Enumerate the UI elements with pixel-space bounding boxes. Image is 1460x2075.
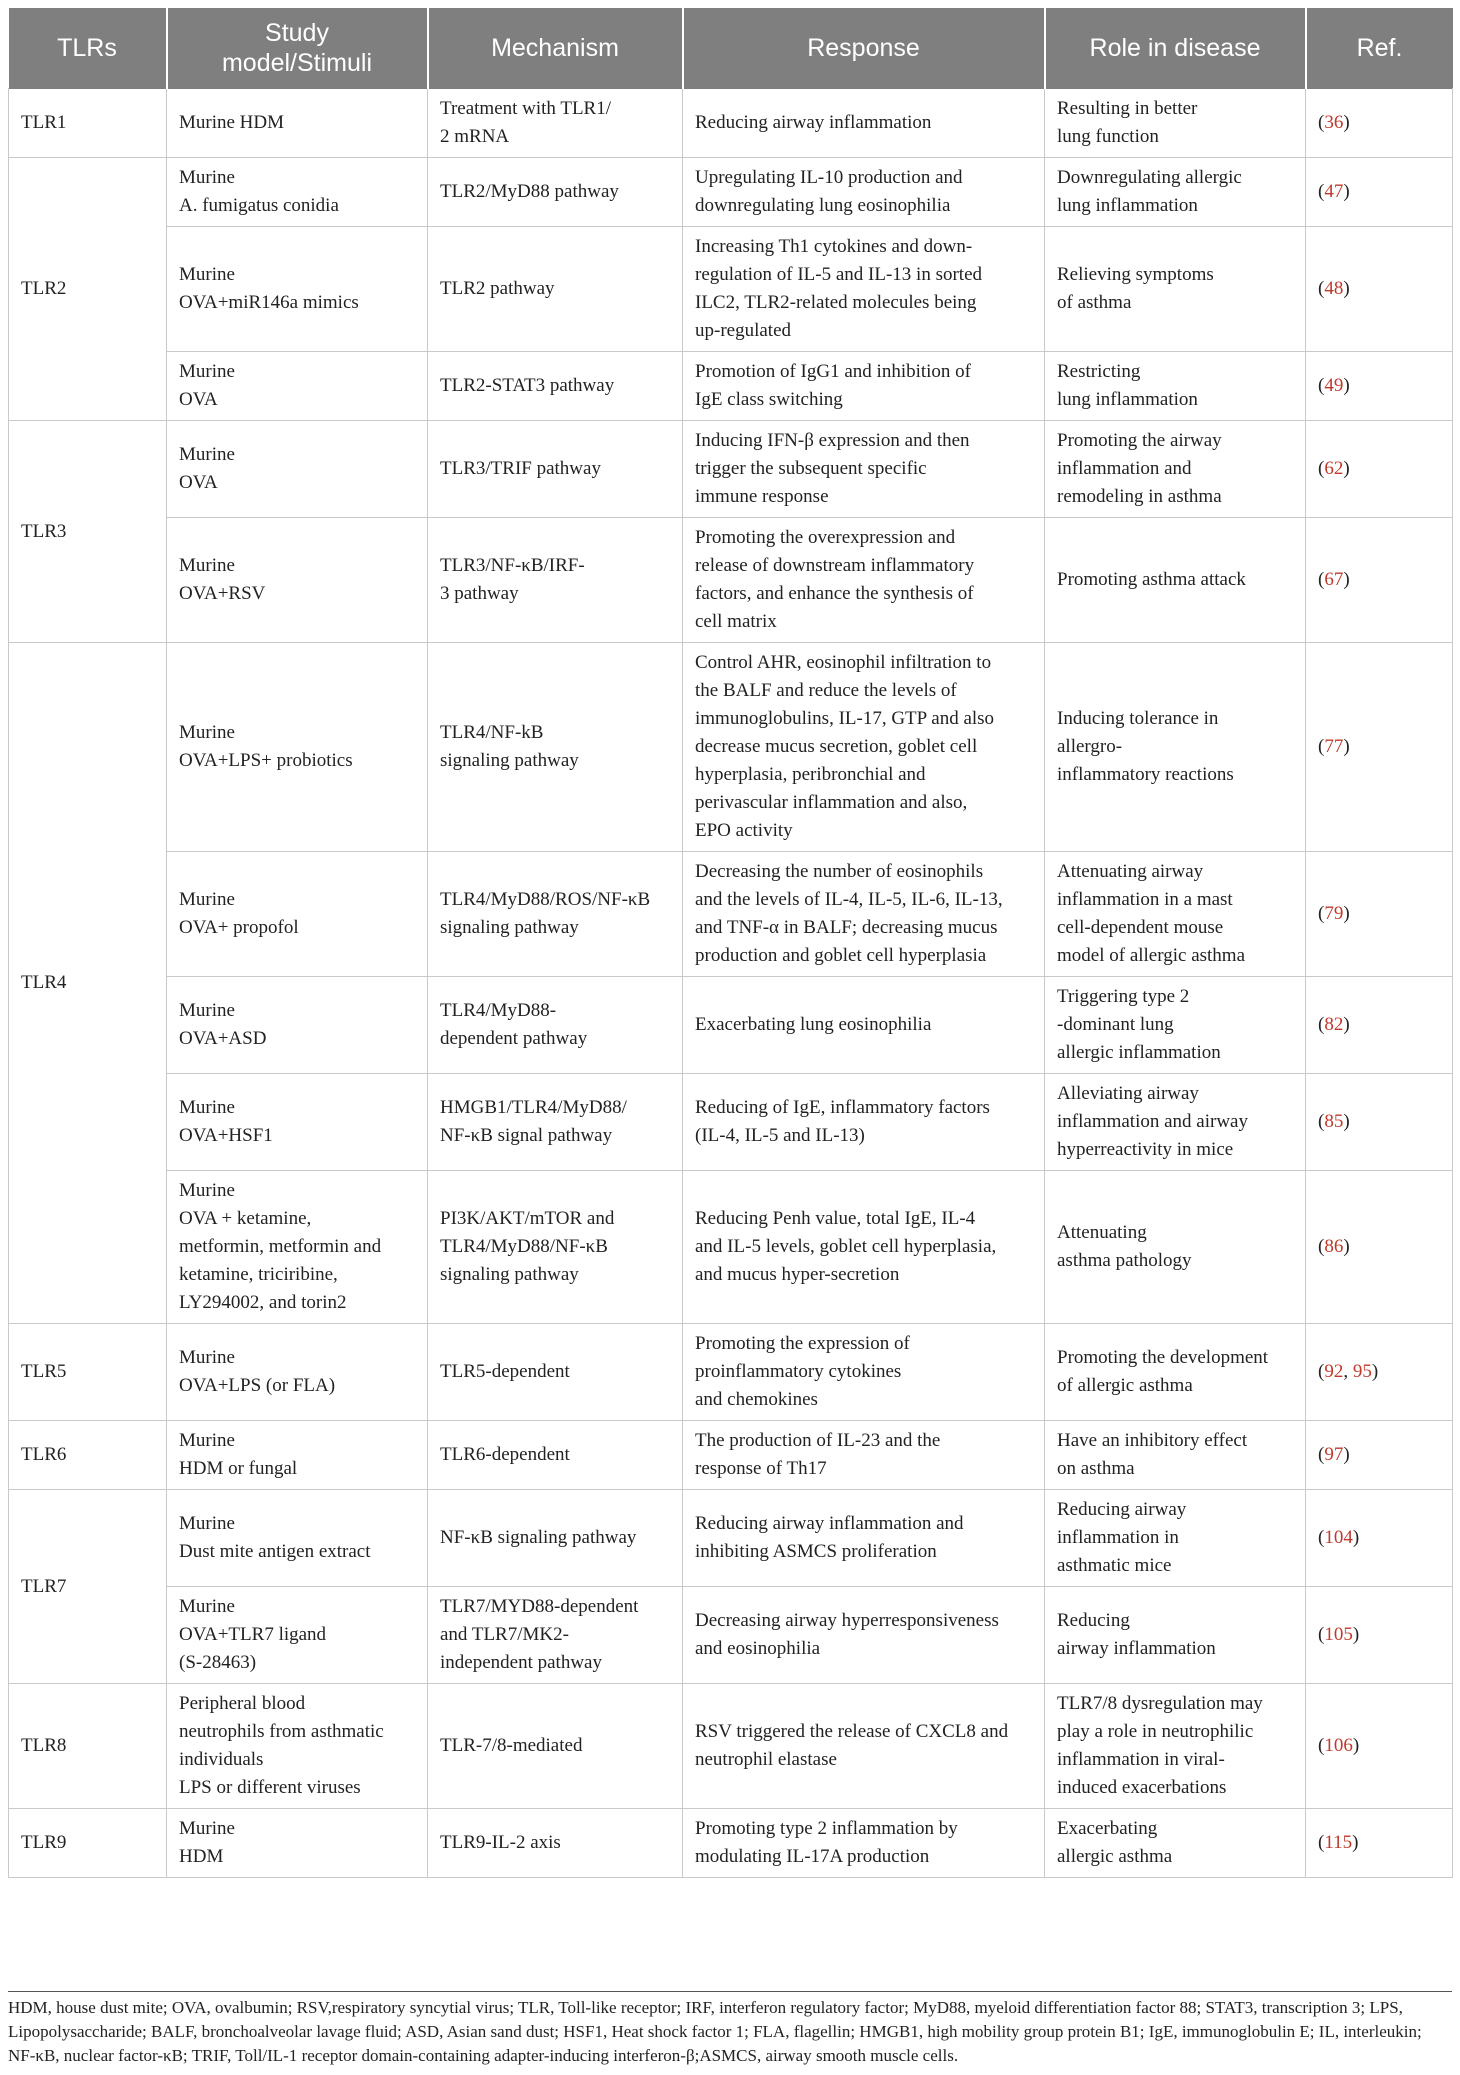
model-cell-line: OVA+HSF1 xyxy=(179,1125,273,1146)
model-cell xyxy=(167,1171,428,1324)
response-cell-line: and the levels of IL-4, IL-5, IL-6, IL-13, xyxy=(695,889,1003,910)
role-cell-line: TLR7/8 dysregulation may xyxy=(1057,1693,1263,1714)
header-ref: Ref. xyxy=(1306,8,1453,89)
model-cell-line: Murine HDM xyxy=(179,112,285,133)
response-cell-line: downregulating lung eosinophilia xyxy=(695,195,951,216)
ref-cell: (115) xyxy=(1306,1809,1453,1878)
role-cell xyxy=(1045,1490,1306,1587)
response-cell xyxy=(683,227,1045,352)
reference-link[interactable]: 79 xyxy=(1324,903,1344,924)
mechanism-cell-line: 3 pathway xyxy=(440,583,519,604)
response-cell-line: Exacerbating lung eosinophilia xyxy=(695,1014,932,1035)
response-cell xyxy=(683,1421,1045,1490)
response-cell-line: Decreasing airway hyperresponsiveness xyxy=(695,1610,999,1631)
mechanism-cell xyxy=(428,1587,683,1684)
role-cell-line: of allergic asthma xyxy=(1057,1375,1193,1396)
model-cell xyxy=(167,518,428,643)
mechanism-cell-line: TLR2 pathway xyxy=(440,278,555,299)
model-cell-line: OVA + ketamine, xyxy=(179,1208,312,1229)
mechanism-cell xyxy=(428,1684,683,1809)
role-cell xyxy=(1045,1324,1306,1421)
response-cell-line: regulation of IL-5 and IL-13 in sorted xyxy=(695,264,983,285)
mechanism-cell xyxy=(428,1171,683,1324)
ref-cell: (92, 95) xyxy=(1306,1324,1453,1421)
response-cell xyxy=(683,643,1045,852)
role-cell-line: asthma pathology xyxy=(1057,1250,1192,1271)
role-cell xyxy=(1045,89,1306,158)
ref-cell: (48) xyxy=(1306,227,1453,352)
model-cell-line: Murine xyxy=(179,1596,235,1617)
table-row xyxy=(9,89,1453,158)
mechanism-cell xyxy=(428,352,683,421)
model-cell-line: A. fumigatus conidia xyxy=(179,195,339,216)
mechanism-cell-line: NF-κB signal pathway xyxy=(440,1125,613,1146)
mechanism-cell-line: TLR4/MyD88/ROS/NF-κB xyxy=(440,889,651,910)
model-cell xyxy=(167,1324,428,1421)
mechanism-cell xyxy=(428,1809,683,1878)
response-cell xyxy=(683,518,1045,643)
model-cell-line: Peripheral blood xyxy=(179,1693,306,1714)
response-cell-line: up-regulated xyxy=(695,320,792,341)
response-cell-line: Inducing IFN-β expression and then xyxy=(695,430,970,451)
mechanism-cell-line: TLR3/TRIF pathway xyxy=(440,458,601,479)
response-cell-line: neutrophil elastase xyxy=(695,1749,837,1770)
model-cell-line: individuals xyxy=(179,1749,264,1770)
mechanism-cell xyxy=(428,421,683,518)
model-cell-line: Murine xyxy=(179,1430,235,1451)
response-cell-line: trigger the subsequent specific xyxy=(695,458,927,479)
model-cell xyxy=(167,352,428,421)
header-row xyxy=(9,8,1453,89)
mechanism-cell-line: TLR2-STAT3 pathway xyxy=(440,375,615,396)
model-cell-line: OVA xyxy=(179,389,218,410)
header-study-model xyxy=(167,8,428,89)
header-response: Response xyxy=(683,8,1045,89)
reference-link[interactable]: 105 xyxy=(1324,1624,1353,1645)
role-cell xyxy=(1045,1684,1306,1809)
role-cell-line: -dominant lung xyxy=(1057,1014,1174,1035)
response-cell xyxy=(683,1074,1045,1171)
mechanism-cell-line: and TLR7/MK2- xyxy=(440,1624,569,1645)
mechanism-cell-line: NF-κB signaling pathway xyxy=(440,1527,637,1548)
model-cell-line: ketamine, triciribine, xyxy=(179,1264,338,1285)
table-row xyxy=(9,852,1453,977)
role-cell-line: Promoting asthma attack xyxy=(1057,569,1246,590)
role-cell xyxy=(1045,352,1306,421)
reference-link[interactable]: 85 xyxy=(1324,1111,1344,1132)
role-cell xyxy=(1045,158,1306,227)
ref-cell: (106) xyxy=(1306,1684,1453,1809)
mechanism-cell-line: TLR6-dependent xyxy=(440,1444,570,1465)
mechanism-cell-line: dependent pathway xyxy=(440,1028,588,1049)
table-row xyxy=(9,421,1453,518)
table-row xyxy=(9,1490,1453,1587)
ref-cell: (47) xyxy=(1306,158,1453,227)
model-cell-line: LPS or different viruses xyxy=(179,1777,361,1798)
table-row xyxy=(9,977,1453,1074)
response-cell-line: proinflammatory cytokines xyxy=(695,1361,902,1382)
reference-link[interactable]: 67 xyxy=(1324,569,1344,590)
mechanism-cell xyxy=(428,1490,683,1587)
mechanism-cell xyxy=(428,1074,683,1171)
role-cell-line: cell-dependent mouse xyxy=(1057,917,1224,938)
model-cell-line: Murine xyxy=(179,444,235,465)
role-cell-line: Downregulating allergic xyxy=(1057,167,1242,188)
mechanism-cell-line: PI3K/AKT/mTOR and xyxy=(440,1208,615,1229)
table-row xyxy=(9,1684,1453,1809)
model-cell-line: LY294002, and torin2 xyxy=(179,1292,347,1313)
header-mechanism: Mechanism xyxy=(428,8,683,89)
role-cell xyxy=(1045,643,1306,852)
header-study-model-line2: model/Stimuli xyxy=(221,49,373,77)
role-cell xyxy=(1045,977,1306,1074)
response-cell-line: Reducing airway inflammation and xyxy=(695,1513,964,1534)
mechanism-cell xyxy=(428,977,683,1074)
ref-cell: (104) xyxy=(1306,1490,1453,1587)
mechanism-cell xyxy=(428,227,683,352)
mechanism-cell-line: signaling pathway xyxy=(440,917,579,938)
model-cell-line: Murine xyxy=(179,1347,235,1368)
response-cell xyxy=(683,1587,1045,1684)
role-cell-line: inflammation in viral- xyxy=(1057,1749,1225,1770)
role-cell-line: remodeling in asthma xyxy=(1057,486,1222,507)
response-cell xyxy=(683,1171,1045,1324)
response-cell-line: factors, and enhance the synthesis of xyxy=(695,583,974,604)
ref-cell: (82) xyxy=(1306,977,1453,1074)
model-cell-line: Murine xyxy=(179,1180,235,1201)
response-cell xyxy=(683,421,1045,518)
response-cell xyxy=(683,352,1045,421)
mechanism-cell-line: TLR2/MyD88 pathway xyxy=(440,181,619,202)
response-cell-line: response of Th17 xyxy=(695,1458,827,1479)
table-row xyxy=(9,518,1453,643)
mechanism-cell-line: TLR5-dependent xyxy=(440,1361,570,1382)
table-row xyxy=(9,227,1453,352)
model-cell-line: (S-28463) xyxy=(179,1652,257,1673)
mechanism-cell-line: TLR4/NF-kB xyxy=(440,722,544,743)
mechanism-cell xyxy=(428,518,683,643)
response-cell-line: (IL-4, IL-5 and IL-13) xyxy=(695,1125,865,1146)
reference-link[interactable]: 49 xyxy=(1324,375,1344,396)
model-cell-line: Dust mite antigen extract xyxy=(179,1541,371,1562)
response-cell-line: inhibiting ASMCS proliferation xyxy=(695,1541,937,1562)
role-cell-line: Promoting the development xyxy=(1057,1347,1269,1368)
role-cell-line: play a role in neutrophilic xyxy=(1057,1721,1254,1742)
model-cell-line: OVA+miR146a mimics xyxy=(179,292,359,313)
mechanism-cell-line: signaling pathway xyxy=(440,1264,579,1285)
model-cell-line: Murine xyxy=(179,722,235,743)
response-cell xyxy=(683,977,1045,1074)
role-cell-line: Reducing xyxy=(1057,1610,1130,1631)
header-study-model-line1: Study xyxy=(265,19,329,47)
role-cell-line: lung inflammation xyxy=(1057,195,1198,216)
model-cell xyxy=(167,1490,428,1587)
reference-link[interactable]: 106 xyxy=(1324,1735,1353,1756)
tlr-cell: TLR8 xyxy=(9,1684,167,1809)
model-cell xyxy=(167,977,428,1074)
reference-link[interactable]: 82 xyxy=(1324,1014,1344,1035)
role-cell-line: lung inflammation xyxy=(1057,389,1198,410)
tlr-cell: TLR2 xyxy=(9,158,167,421)
model-cell-line: OVA+LPS+ probiotics xyxy=(179,750,353,771)
role-cell-line: Triggering type 2 xyxy=(1057,986,1190,1007)
mechanism-cell-line: TLR4/MyD88- xyxy=(440,1000,557,1021)
role-cell-line: Resulting in better xyxy=(1057,98,1198,119)
mechanism-cell-line: TLR3/NF-κB/IRF- xyxy=(440,555,585,576)
role-cell-line: Inducing tolerance in xyxy=(1057,708,1219,729)
reference-link[interactable]: 97 xyxy=(1324,1444,1344,1465)
response-cell-line: perivascular inflammation and also, xyxy=(695,792,968,813)
table-row xyxy=(9,1809,1453,1878)
response-cell-line: cell matrix xyxy=(695,611,777,632)
response-cell-line: the BALF and reduce the levels of xyxy=(695,680,957,701)
table-row xyxy=(9,158,1453,227)
role-cell-line: inflammation and xyxy=(1057,458,1192,479)
ref-cell: (36) xyxy=(1306,89,1453,158)
table-body xyxy=(9,89,1453,1878)
model-cell-line: HDM or fungal xyxy=(179,1458,298,1479)
role-cell xyxy=(1045,852,1306,977)
response-cell-line: immune response xyxy=(695,486,829,507)
response-cell-line: Reducing Penh value, total IgE, IL-4 xyxy=(695,1208,976,1229)
role-cell-line: inflammation in xyxy=(1057,1527,1179,1548)
table-row xyxy=(9,643,1453,852)
response-cell-line: Promoting the expression of xyxy=(695,1333,910,1354)
reference-link[interactable]: 47 xyxy=(1324,181,1344,202)
role-cell-line: of asthma xyxy=(1057,292,1132,313)
role-cell-line: inflammation and airway xyxy=(1057,1111,1248,1132)
mechanism-cell-line: Treatment with TLR1/ xyxy=(440,98,611,119)
role-cell-line: lung function xyxy=(1057,126,1159,147)
model-cell-line: Murine xyxy=(179,889,235,910)
model-cell xyxy=(167,158,428,227)
mechanism-cell-line: TLR-7/8-mediated xyxy=(440,1735,583,1756)
response-cell-line: release of downstream inflammatory xyxy=(695,555,975,576)
role-cell xyxy=(1045,1074,1306,1171)
model-cell xyxy=(167,1421,428,1490)
response-cell-line: modulating IL-17A production xyxy=(695,1846,930,1867)
response-cell-line: Reducing of IgE, inflammatory factors xyxy=(695,1097,990,1118)
reference-link[interactable]: 77 xyxy=(1324,736,1344,757)
role-cell-line: Exacerbating xyxy=(1057,1818,1158,1839)
role-cell-line: model of allergic asthma xyxy=(1057,945,1246,966)
role-cell-line: Have an inhibitory effect xyxy=(1057,1430,1248,1451)
model-cell xyxy=(167,643,428,852)
response-cell-line: and eosinophilia xyxy=(695,1638,821,1659)
response-cell xyxy=(683,89,1045,158)
reference-link[interactable]: 86 xyxy=(1324,1236,1344,1257)
response-cell xyxy=(683,1490,1045,1587)
role-cell-line: Alleviating airway xyxy=(1057,1083,1199,1104)
role-cell-line: Relieving symptoms xyxy=(1057,264,1214,285)
model-cell-line: Murine xyxy=(179,1097,235,1118)
response-cell-line: decrease mucus secretion, goblet cell xyxy=(695,736,978,757)
model-cell-line: Murine xyxy=(179,167,235,188)
role-cell-line: asthmatic mice xyxy=(1057,1555,1172,1576)
response-cell-line: production and goblet cell hyperplasia xyxy=(695,945,987,966)
model-cell-line: HDM xyxy=(179,1846,224,1867)
response-cell-line: The production of IL-23 and the xyxy=(695,1430,941,1451)
reference-link[interactable]: 36 xyxy=(1324,112,1344,133)
role-cell xyxy=(1045,1587,1306,1684)
model-cell xyxy=(167,852,428,977)
model-cell-line: OVA+TLR7 ligand xyxy=(179,1624,327,1645)
response-cell xyxy=(683,852,1045,977)
header-tlrs: TLRs xyxy=(9,8,167,89)
mechanism-cell xyxy=(428,852,683,977)
table-row xyxy=(9,1074,1453,1171)
response-cell xyxy=(683,158,1045,227)
response-cell xyxy=(683,1809,1045,1878)
reference-link[interactable]: 48 xyxy=(1324,278,1344,299)
role-cell-line: Reducing airway xyxy=(1057,1499,1187,1520)
role-cell-line: on asthma xyxy=(1057,1458,1135,1479)
tlr-cell: TLR5 xyxy=(9,1324,167,1421)
model-cell xyxy=(167,421,428,518)
ref-cell: (67) xyxy=(1306,518,1453,643)
model-cell xyxy=(167,1587,428,1684)
table-row xyxy=(9,352,1453,421)
mechanism-cell xyxy=(428,1421,683,1490)
mechanism-cell-line: signaling pathway xyxy=(440,750,579,771)
role-cell-line: allergic asthma xyxy=(1057,1846,1173,1867)
response-cell-line: and IL-5 levels, goblet cell hyperplasia, xyxy=(695,1236,997,1257)
response-cell-line: and TNF-α in BALF; decreasing mucus xyxy=(695,917,998,938)
role-cell xyxy=(1045,421,1306,518)
response-cell-line: and mucus hyper-secretion xyxy=(695,1264,900,1285)
ref-cell: (77) xyxy=(1306,643,1453,852)
role-cell-line: allergro- xyxy=(1057,736,1123,757)
role-cell xyxy=(1045,518,1306,643)
role-cell-line: Attenuating xyxy=(1057,1222,1147,1243)
ref-cell: (105) xyxy=(1306,1587,1453,1684)
role-cell-line: inflammation in a mast xyxy=(1057,889,1233,910)
model-cell-line: OVA+LPS (or FLA) xyxy=(179,1375,336,1396)
model-cell xyxy=(167,1809,428,1878)
model-cell-line: Murine xyxy=(179,555,235,576)
response-cell-line: Control AHR, eosinophil infiltration to xyxy=(695,652,992,673)
response-cell-line: Promotion of IgG1 and inhibition of xyxy=(695,361,972,382)
ref-cell: (97) xyxy=(1306,1421,1453,1490)
table-footnote: HDM, house dust mite; OVA, ovalbumin; RSV,respiratory syncytial virus; TLR, Toll-like receptor; IRF, interferon regulatory factor; MyD88, myeloid differentiation factor 88; STAT3, transcription 3; LPS, Lipopolysaccharide; BALF, bronchoalveolar lavage fluid; ASD, Asian sand dust; HSF1, Heat shock factor 1; FLA, flagellin; HMGB1, high mobility group protein B1; IgE, immunoglobulin E; IL, interleukin; NF-κB, nuclear factor-κB; TRIF, Toll/IL-1 receptor domain-containing adapter-inducing interferon-β;ASMCS, airway smooth muscle cells. xyxy=(8,1991,1452,2068)
mechanism-cell-line: TLR9-IL-2 axis xyxy=(440,1832,561,1853)
response-cell-line: Decreasing the number of eosinophils xyxy=(695,861,984,882)
role-cell xyxy=(1045,1171,1306,1324)
reference-link[interactable]: 62 xyxy=(1324,458,1344,479)
model-cell-line: Murine xyxy=(179,1818,235,1839)
tlr-cell: TLR1 xyxy=(9,89,167,158)
model-cell xyxy=(167,227,428,352)
response-cell-line: Promoting the overexpression and xyxy=(695,527,956,548)
role-cell-line: allergic inflammation xyxy=(1057,1042,1221,1063)
mechanism-cell xyxy=(428,158,683,227)
response-cell-line: hyperplasia, peribronchial and xyxy=(695,764,926,785)
ref-cell: (49) xyxy=(1306,352,1453,421)
ref-cell: (62) xyxy=(1306,421,1453,518)
model-cell-line: neutrophils from asthmatic xyxy=(179,1721,384,1742)
mechanism-cell xyxy=(428,1324,683,1421)
role-cell-line: inflammatory reactions xyxy=(1057,764,1234,785)
table-row xyxy=(9,1421,1453,1490)
table-header xyxy=(9,8,1453,89)
tlr-cell: TLR7 xyxy=(9,1490,167,1684)
response-cell-line: Promoting type 2 inflammation by xyxy=(695,1818,958,1839)
model-cell xyxy=(167,1684,428,1809)
table-row xyxy=(9,1587,1453,1684)
mechanism-cell-line: 2 mRNA xyxy=(440,126,510,147)
role-cell-line: airway inflammation xyxy=(1057,1638,1216,1659)
mechanism-cell-line: HMGB1/TLR4/MyD88/ xyxy=(440,1097,627,1118)
response-cell-line: ILC2, TLR2-related molecules being xyxy=(695,292,977,313)
model-cell-line: OVA+RSV xyxy=(179,583,266,604)
response-cell-line: Reducing airway inflammation xyxy=(695,112,932,133)
mechanism-cell-line: independent pathway xyxy=(440,1652,602,1673)
mechanism-cell xyxy=(428,643,683,852)
response-cell xyxy=(683,1324,1045,1421)
response-cell-line: immunoglobulins, IL-17, GTP and also xyxy=(695,708,995,729)
tlr-cell: TLR6 xyxy=(9,1421,167,1490)
model-cell-line: OVA+ propofol xyxy=(179,917,299,938)
reference-link[interactable]: 92 xyxy=(1324,1361,1344,1382)
table-row xyxy=(9,1324,1453,1421)
mechanism-cell xyxy=(428,89,683,158)
role-cell-line: Promoting the airway xyxy=(1057,430,1222,451)
role-cell xyxy=(1045,1809,1306,1878)
response-cell-line: and chemokines xyxy=(695,1389,818,1410)
response-cell-line: EPO activity xyxy=(695,820,793,841)
role-cell-line: Attenuating airway xyxy=(1057,861,1204,882)
mechanism-cell-line: TLR4/MyD88/NF-κB xyxy=(440,1236,608,1257)
tlr-cell: TLR9 xyxy=(9,1809,167,1878)
response-cell-line: IgE class switching xyxy=(695,389,843,410)
header-role-in-disease: Role in disease xyxy=(1045,8,1306,89)
mechanism-cell-line: TLR7/MYD88-dependent xyxy=(440,1596,639,1617)
response-cell-line: Upregulating IL-10 production and xyxy=(695,167,963,188)
role-cell-line: hyperreactivity in mice xyxy=(1057,1139,1234,1160)
role-cell xyxy=(1045,1421,1306,1490)
model-cell-line: Murine xyxy=(179,1513,235,1534)
role-cell xyxy=(1045,227,1306,352)
tlr-cell: TLR4 xyxy=(9,643,167,1324)
table-row xyxy=(9,1171,1453,1324)
model-cell-line: Murine xyxy=(179,1000,235,1021)
tlr-asthma-table xyxy=(8,8,1453,1878)
model-cell-line: OVA+ASD xyxy=(179,1028,267,1049)
role-cell-line: induced exacerbations xyxy=(1057,1777,1227,1798)
model-cell-line: Murine xyxy=(179,361,235,382)
model-cell xyxy=(167,1074,428,1171)
role-cell-line: Restricting xyxy=(1057,361,1141,382)
tlr-cell: TLR3 xyxy=(9,421,167,643)
response-cell-line: Increasing Th1 cytokines and down- xyxy=(695,236,973,257)
ref-cell: (86) xyxy=(1306,1171,1453,1324)
ref-cell: (85) xyxy=(1306,1074,1453,1171)
reference-link[interactable]: 104 xyxy=(1324,1527,1353,1548)
model-cell-line: metformin, metformin and xyxy=(179,1236,382,1257)
response-cell-line: RSV triggered the release of CXCL8 and xyxy=(695,1721,1009,1742)
model-cell-line: OVA xyxy=(179,472,218,493)
response-cell xyxy=(683,1684,1045,1809)
ref-cell: (79) xyxy=(1306,852,1453,977)
reference-link[interactable]: 95 xyxy=(1352,1361,1372,1382)
model-cell xyxy=(167,89,428,158)
reference-link[interactable]: 115 xyxy=(1324,1832,1353,1853)
model-cell-line: Murine xyxy=(179,264,235,285)
